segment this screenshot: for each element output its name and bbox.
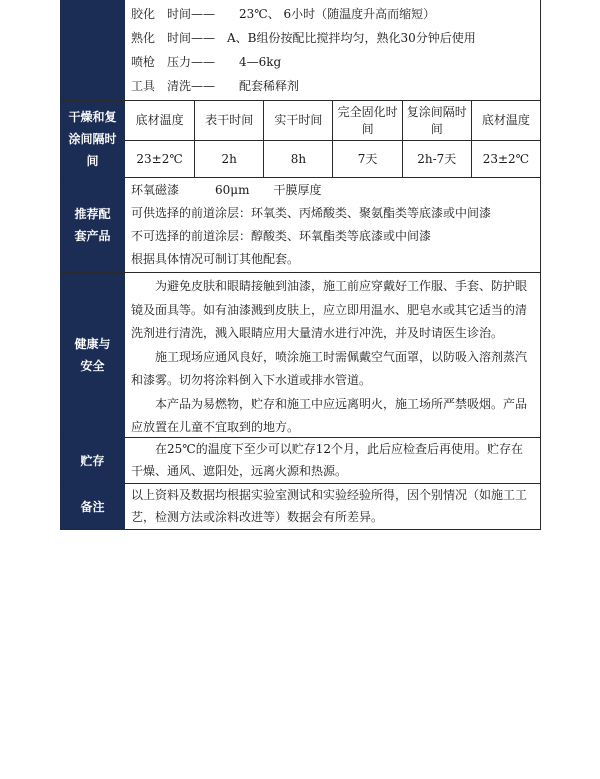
application-content xyxy=(125,0,541,100)
curing-header-hard-dry: 实干时间 xyxy=(263,101,332,141)
recommend-row xyxy=(60,178,541,273)
storage-row xyxy=(60,438,541,484)
disallowed-primers-line: 不可选择的前道涂层：醇酸类、环氧酯类等底漆或中间漆 xyxy=(131,229,432,243)
gel-time-line: 胶化 时间—— 23℃、 6小时（随温度升高而缩短） xyxy=(131,7,436,21)
curing-header-recoat-interval: 复涂间隔时间 xyxy=(402,101,471,141)
product-data-sheet xyxy=(60,0,541,530)
curing-label: 干燥和复涂间隔时间 xyxy=(60,101,125,177)
storage-label: 贮存 xyxy=(60,438,125,483)
topcoat-line: 环氧磁漆 60μm 干膜厚度 xyxy=(131,183,322,197)
safety-paragraph-flammable: 本产品为易燃物，贮存和施工中应远离明火，施工场所严禁吸烟。产品应放置在儿童不宜取到的地方。 xyxy=(131,396,528,434)
application-label-cell xyxy=(60,0,125,100)
remarks-content xyxy=(125,484,541,529)
safety-paragraph-contact: 为避免皮肤和眼睛接触到油漆，施工前应穿戴好工作服、手套、防护眼镜及面具等。如有油漆溅到皮肤上，应立即用温水、肥皂水或其它适当的清洗剂进行清洗，溅入眼睛应用大量清水进行冲洗，并及时请医生诊治。 xyxy=(131,279,528,340)
remarks-label: 备注 xyxy=(60,484,125,529)
curing-value-full-cure: 7天 xyxy=(332,141,401,177)
curing-row xyxy=(60,101,541,178)
curing-value-substrate-temp-2: 23±2℃ xyxy=(471,141,540,177)
induction-time-line: 熟化 时间—— A、B组份按配比搅拌均匀，熟化30分钟后使用 xyxy=(131,31,476,45)
storage-content xyxy=(125,438,541,483)
curing-value-substrate-temp: 23±2℃ xyxy=(136,151,183,166)
safety-paragraph-ventilation: 施工现场应通风良好，喷涂施工时需佩戴空气面罩，以防吸入溶剂蒸汽和漆雾。切勿将涂料倒入下水道或排水管道。 xyxy=(131,349,528,387)
safety-label: 健康与安全 xyxy=(60,273,125,437)
curing-value-hard-dry: 8h xyxy=(263,141,332,177)
recommend-label: 推荐配套产品 xyxy=(60,178,125,272)
curing-value-touch-dry: 2h xyxy=(194,141,263,177)
recommend-content xyxy=(125,178,541,272)
allowed-primers-line: 可供选择的前道涂层：环氧类、丙烯酸类、聚氨酯类等底漆或中间漆 xyxy=(131,206,492,220)
application-row xyxy=(60,0,541,101)
curing-header-full-cure: 完全固化时间 xyxy=(332,101,401,141)
remarks-text: 以上资料及数据均根据实验室测试和实验经验所得，因个别情况（如施工工艺，检测方法或涂料改进等）数据会有所差异。 xyxy=(131,488,528,524)
safety-row xyxy=(60,273,541,438)
custom-system-line: 根据具体情况可制订其他配套。 xyxy=(131,252,300,266)
curing-header-substrate-temp: 底材温度 xyxy=(125,101,194,141)
tool-cleaning-line: 工具 清洗—— 配套稀释剂 xyxy=(131,79,300,93)
curing-header-touch-dry: 表干时间 xyxy=(194,101,263,141)
curing-header-substrate-temp-2: 底材温度 xyxy=(471,101,540,141)
storage-text: 在25℃的温度下至少可以贮存12个月，此后应检查后再使用。贮存在干燥、通风、遮阳处，远离火源和热源。 xyxy=(131,442,523,478)
remarks-row xyxy=(60,484,541,530)
spray-pressure-line: 喷枪 压力—— 4—6kg xyxy=(131,55,282,69)
curing-table xyxy=(125,101,541,177)
curing-value-recoat-interval: 2h-7天 xyxy=(402,141,471,177)
safety-content xyxy=(125,273,541,437)
